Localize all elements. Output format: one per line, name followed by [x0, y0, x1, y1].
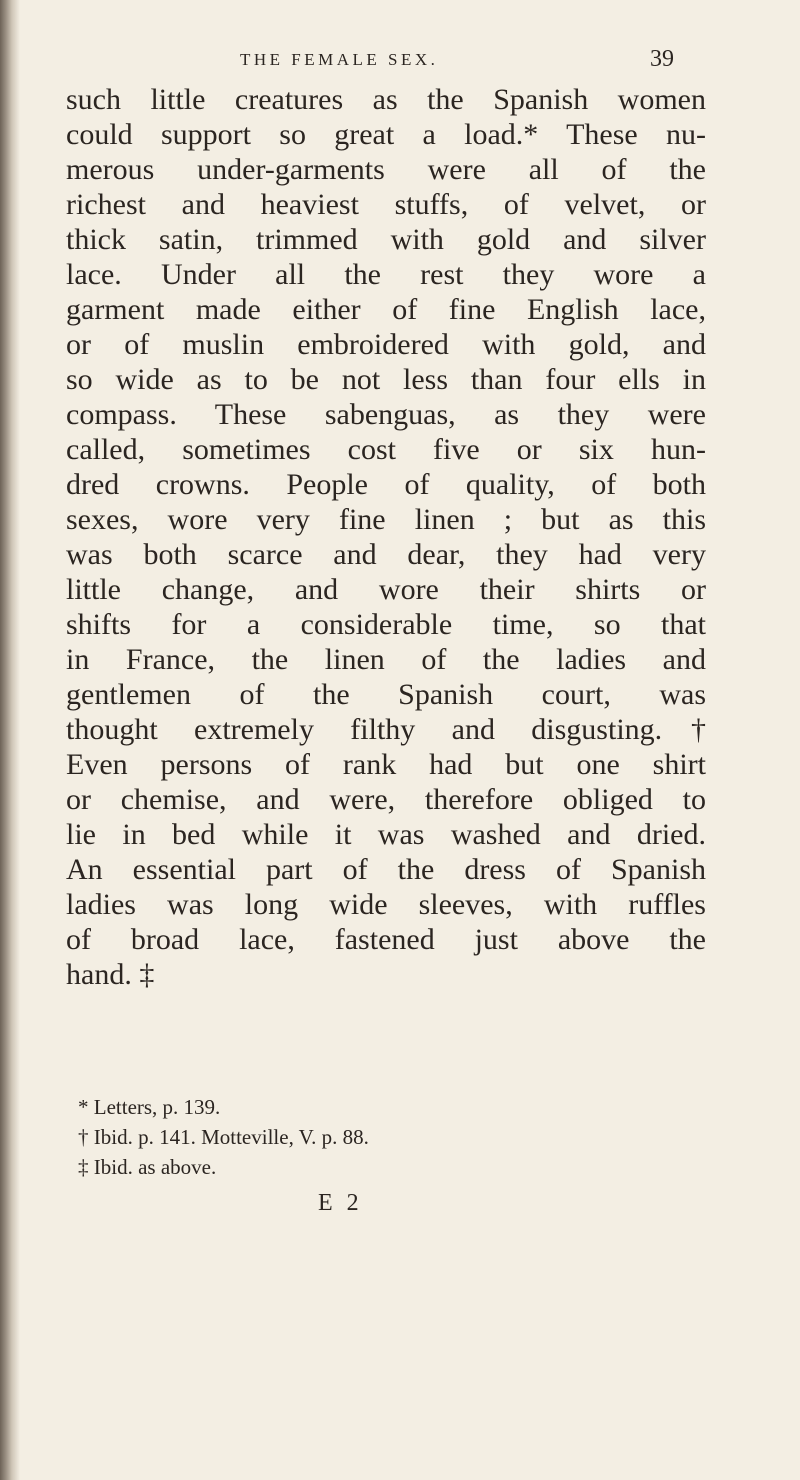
page-number: 39 [650, 46, 674, 72]
page-binding-gutter [0, 0, 20, 1480]
text-line: ladies was long wide sleeves, with ruffles [66, 888, 706, 921]
text-line: or of muslin embroidered with gold, and [66, 328, 706, 361]
text-line: was both scarce and dear, they had very [66, 538, 706, 571]
text-line: gentlemen of the Spanish court, was [66, 678, 706, 711]
body-text [66, 82, 706, 992]
text-line: sexes, wore very fine linen ; but as this [66, 503, 706, 536]
text-line: in France, the linen of the ladies and [66, 643, 706, 676]
text-line: dred crowns. People of quality, of both [66, 468, 706, 501]
text-line: Even persons of rank had but one shirt [66, 748, 706, 781]
footnotes [78, 1092, 718, 1182]
text-line: shifts for a considerable time, so that [66, 608, 706, 641]
text-line: thick satin, trimmed with gold and silver [66, 223, 706, 256]
text-line: lace. Under all the rest they wore a [66, 258, 706, 291]
page-header [240, 48, 674, 76]
text-line: hand. ‡ [66, 958, 155, 991]
running-head: THE FEMALE SEX. [240, 50, 439, 69]
footnote: ‡ Ibid. as above. [78, 1155, 217, 1179]
text-line: compass. These sabenguas, as they were [66, 398, 706, 431]
signature-mark: E 2 [318, 1190, 363, 1216]
text-line: or chemise, and were, therefore obliged to [66, 783, 706, 816]
text-line: could support so great a load.* These nu- [66, 118, 706, 151]
footnote: * Letters, p. 139. [78, 1095, 221, 1119]
text-line: such little creatures as the Spanish women [66, 83, 706, 116]
text-line: garment made either of fine English lace, [66, 293, 706, 326]
text-line: merous under-garments were all of the [66, 153, 706, 186]
text-line: An essential part of the dress of Spanish [66, 853, 706, 886]
text-line: richest and heaviest stuffs, of velvet, or [66, 188, 706, 221]
text-line: called, sometimes cost five or six hun- [66, 433, 706, 466]
footnote: † Ibid. p. 141. Motteville, V. p. 88. [78, 1125, 369, 1149]
text-line: lie in bed while it was washed and dried. [66, 818, 706, 851]
text-line: little change, and wore their shirts or [66, 573, 706, 606]
text-line: of broad lace, fastened just above the [66, 923, 706, 956]
text-line: so wide as to be not less than four ells in [66, 363, 706, 396]
text-line: thought extremely filthy and disgusting.† [66, 713, 706, 746]
